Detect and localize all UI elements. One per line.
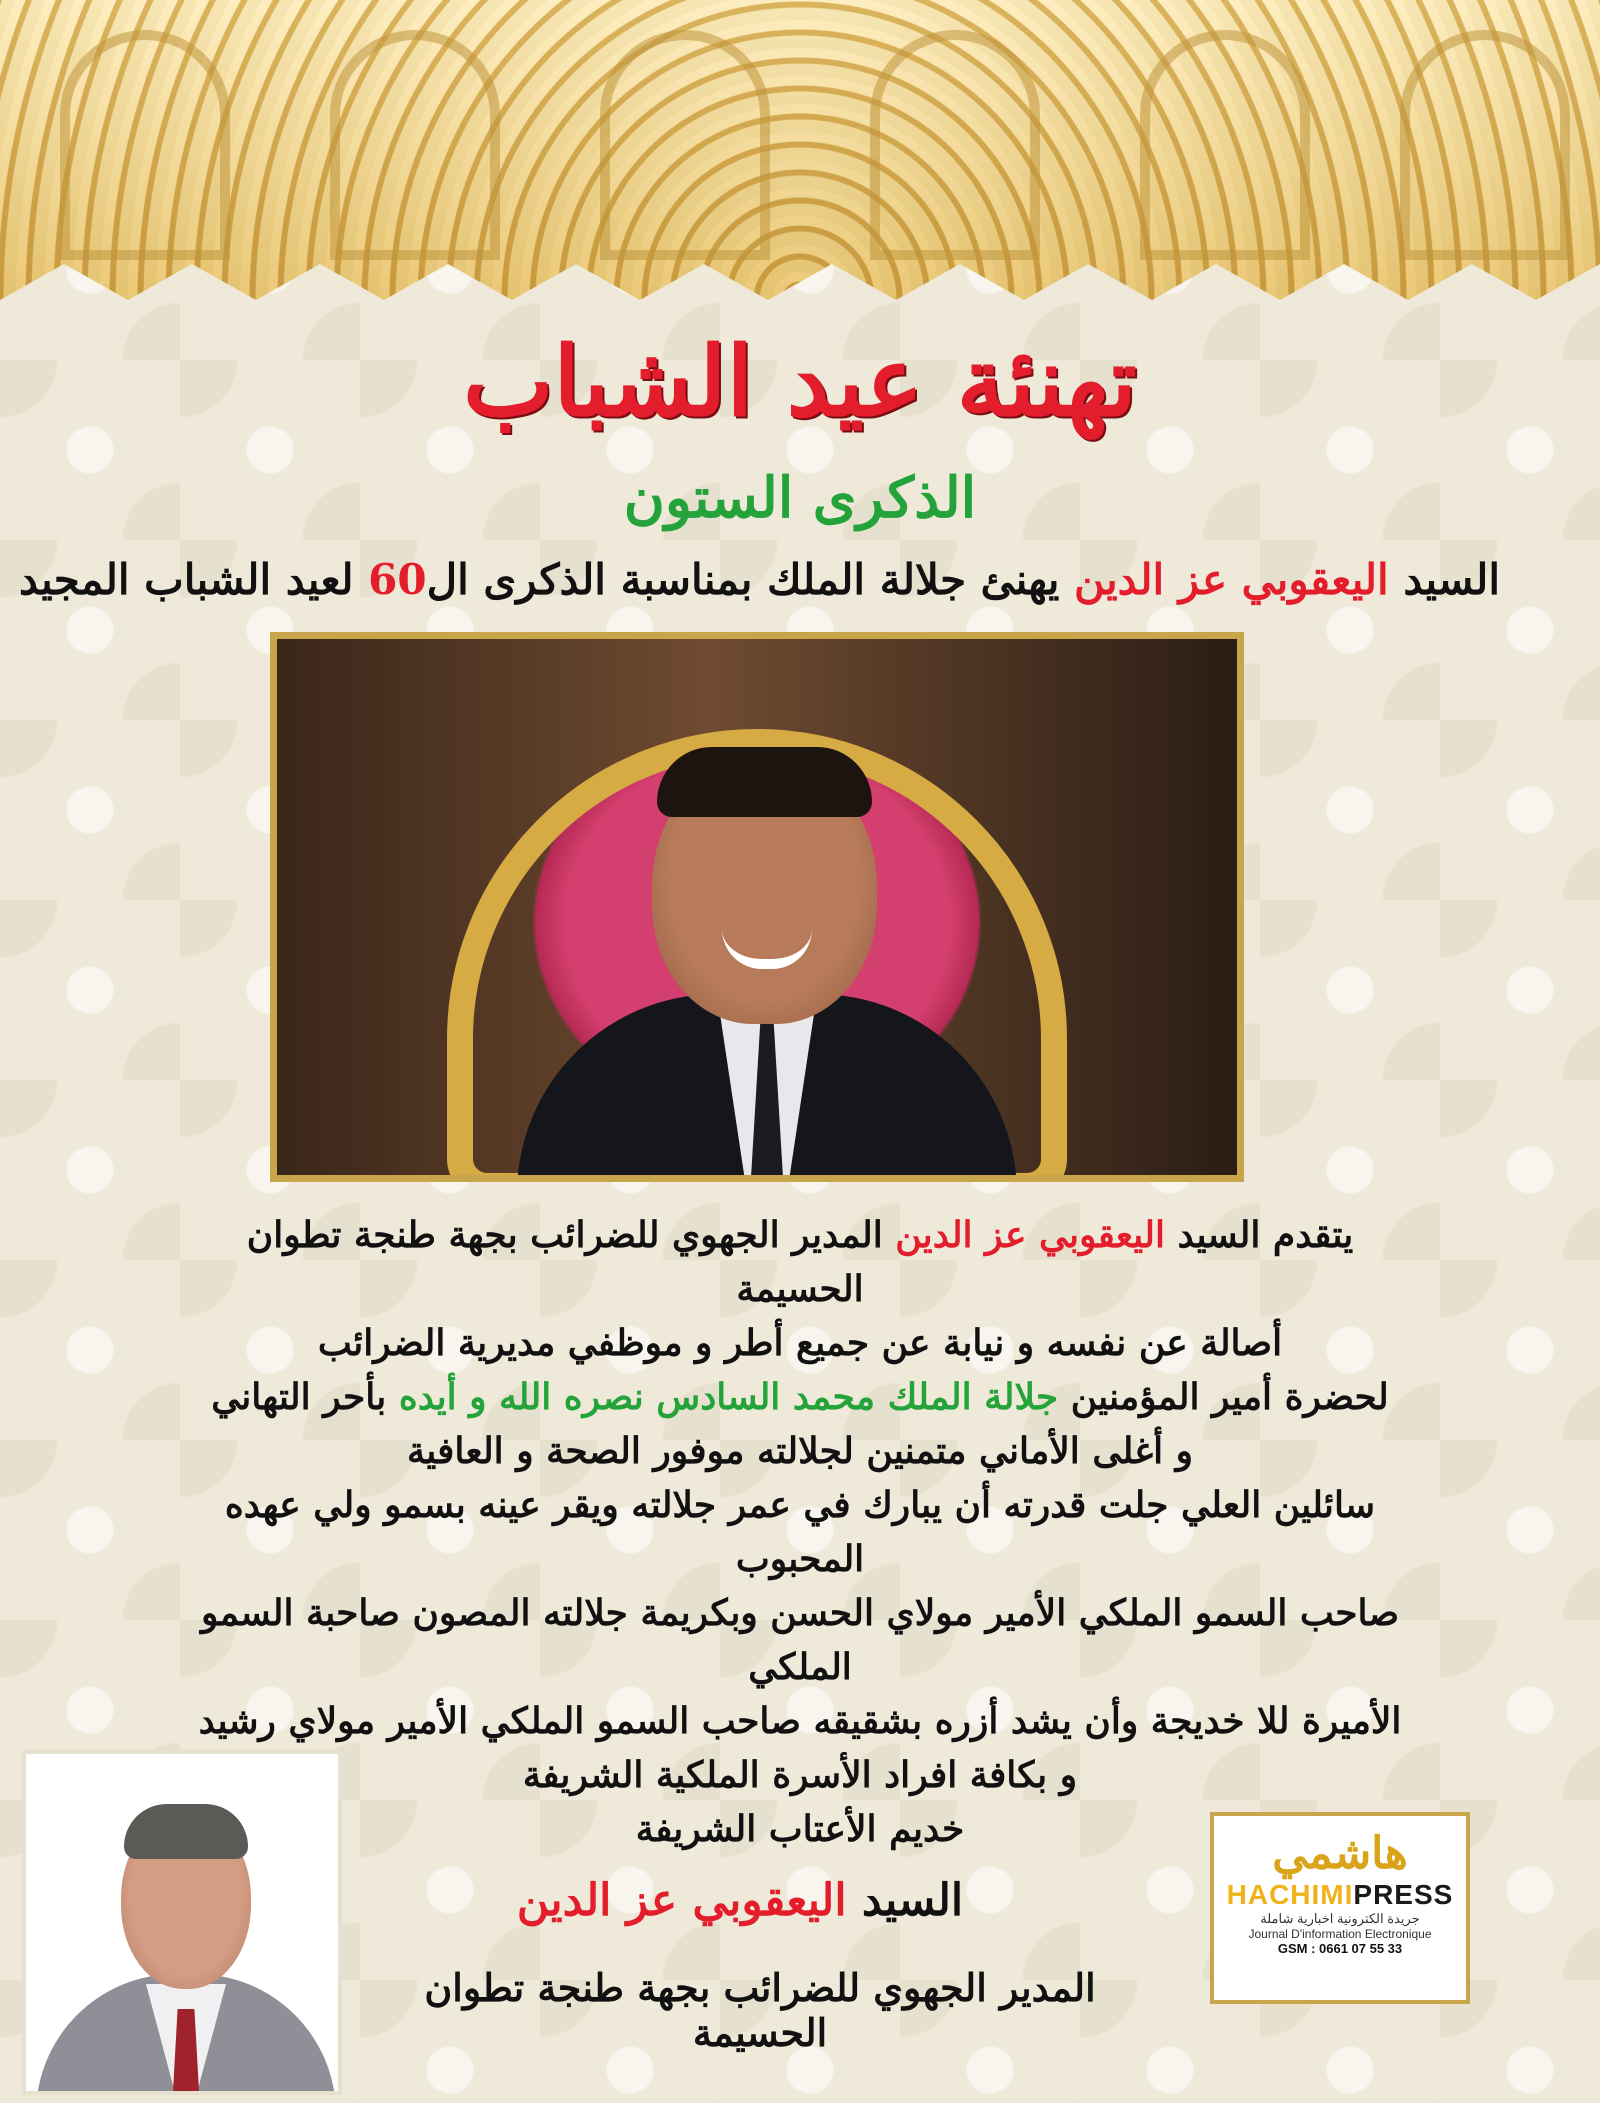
intro-name: اليعقوبي عز الدين: [1074, 555, 1389, 604]
header-ornament: [330, 30, 500, 260]
logo-press: PRESS: [1353, 1879, 1454, 1910]
king-title: جلالة الملك محمد السادس نصره الله و أيده: [398, 1376, 1059, 1418]
signatory-prefix: السيد: [846, 1875, 964, 1926]
signatory-name-text: اليعقوبي عز الدين: [516, 1875, 847, 1926]
message-line: و أغلى الأماني متمنين لجلالته موفور الصحة و العافية: [407, 1430, 1193, 1472]
message-line: [180, 1208, 1420, 1316]
logo-phone: GSM : 0661 07 55 33: [1277, 1941, 1403, 1956]
page-subtitle: الذكرى الستون: [623, 465, 977, 531]
portrait-hair: [657, 747, 872, 817]
sender-name: اليعقوبي عز الدين: [895, 1214, 1166, 1256]
message-text: لحضرة أمير المؤمنين: [1058, 1376, 1389, 1418]
logo-arabic: هاشمي: [1272, 1828, 1408, 1879]
signatory-name: [420, 1875, 1060, 1926]
signatory-photo: [22, 1750, 342, 2095]
message-line: خديم الأعتاب الشريفة: [635, 1808, 965, 1850]
intro-text: لعيد الشباب المجيد: [18, 555, 369, 604]
header-ornament: [1400, 30, 1570, 260]
message-line: أصالة عن نفسه و نيابة عن جميع أطر و موظفي مديرية الضرائب: [317, 1322, 1283, 1364]
header-ornament: [1140, 30, 1310, 260]
logo-hachimi: HACHIMI: [1226, 1879, 1354, 1910]
ornamental-header: [0, 0, 1600, 300]
intro-number: 60: [368, 555, 427, 604]
logo-english: [1214, 1879, 1466, 1911]
intro-text: يهنئ جلالة الملك بمناسبة الذكرى ال: [426, 555, 1075, 604]
message-line: الأميرة للا خديجة وأن يشد أزره بشقيقه صاحب السمو الملكي الأمير مولاي رشيد: [198, 1700, 1402, 1742]
logo-subtitle-fr: Journal D'information Electronique: [1248, 1927, 1432, 1941]
message-text: المدير الجهوي للضرائب بجهة طنجة تطوان الحسيمة: [246, 1214, 896, 1310]
message-line: صاحب السمو الملكي الأمير مولاي الحسن وبكريمة جلالته المصون صاحبة السمو الملكي: [200, 1592, 1400, 1688]
king-portrait: [270, 632, 1244, 1182]
message-text: بأحر التهاني: [211, 1376, 399, 1418]
page-title: تهنئة عيد الشباب: [462, 325, 1137, 438]
message-line: [180, 1370, 1420, 1424]
message-line: و بكافة افراد الأسرة الملكية الشريفة: [522, 1754, 1078, 1796]
hachimi-press-logo: [1210, 1812, 1470, 2004]
header-ornament: [600, 30, 770, 260]
header-ornament: [870, 30, 1040, 260]
signatory-title: المدير الجهوي للضرائب بجهة طنجة تطوان الحسيمة: [424, 1965, 1096, 2055]
logo-subtitle-ar: جريدة الكترونية اخبارية شاملة: [1260, 1911, 1420, 1926]
message-body: [180, 1208, 1420, 1856]
signatory-hair: [124, 1804, 248, 1859]
intro-line: [18, 555, 1500, 604]
message-line: سائلين العلي جلت قدرته أن يبارك في عمر جلالته ويقر عينه بسمو ولي عهده المحبوب: [224, 1484, 1376, 1580]
header-ornament: [60, 30, 230, 260]
intro-text: السيد: [1388, 555, 1500, 604]
message-text: يتقدم السيد: [1165, 1214, 1354, 1256]
